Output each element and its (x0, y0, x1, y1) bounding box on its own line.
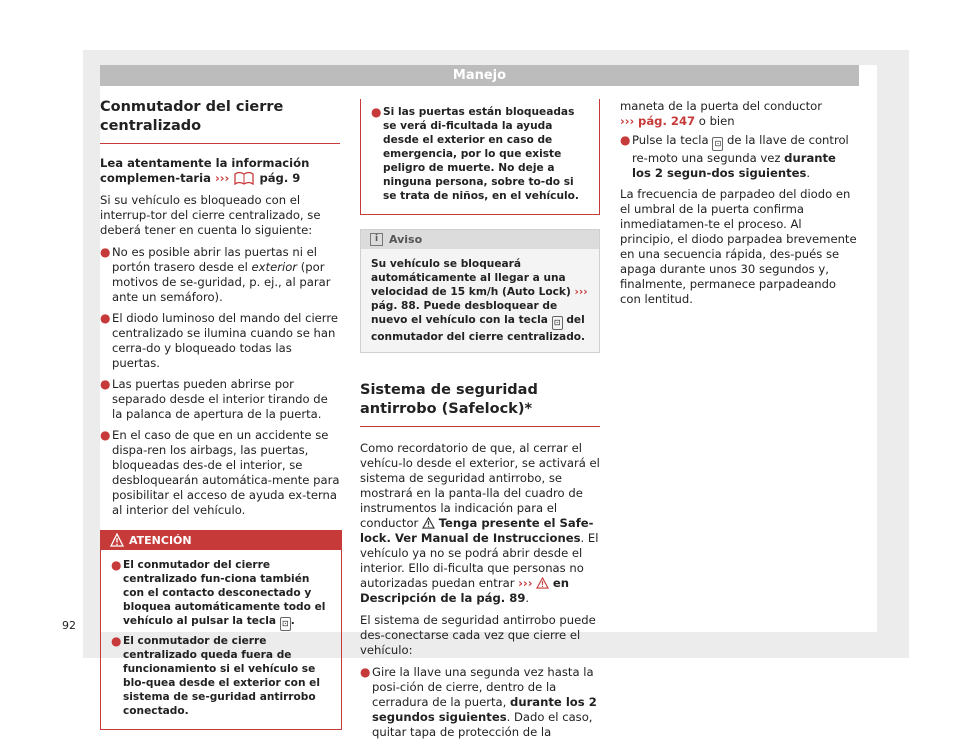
lock-key-icon: ⊡ (712, 137, 723, 151)
page-247-link[interactable]: pág. 247 (638, 114, 696, 128)
warning-triangle-icon (110, 533, 124, 547)
list-item: ● El diodo luminoso del mando del cierre centralizado se ilumina cuando se han cerra-do y bloqueado todas las puertas. (100, 311, 339, 370)
list-item: ● Pulse la tecla ⊡ de la llave de control re-moto una segunda vez durante los 2 segun-dos siguientes. (620, 133, 849, 180)
info-icon: i (370, 233, 383, 246)
list-item: ● Si las puertas están bloqueadas se verá di-ficultada la ayuda desde el exterior en caso de emergencia, por lo que existe peligro de muerte. No deje a ninguna persona, sobre to-do si se trata de niños, en el vehículo. (371, 105, 579, 202)
list-item: ● El conmutador del cierre centralizado fun-ciona también con el contacto desconectado y bloquea automáticamente todo el vehículo al pulsar la tecla ⊡ . (111, 558, 331, 631)
bullet-dot: ● (111, 558, 122, 572)
notice-body: Su vehículo se bloqueará automáticamente al llegar a una velocidad de 15 km/h (Auto Lock) ››› pág. 88. Puede desbloquear de nuevo el vehículo con la tecla ⊡ del conmutador del cierre centralizado. (361, 249, 599, 352)
bullet-dot: ● (100, 428, 111, 442)
warning-header: ATENCIÓN (101, 531, 341, 550)
list-item: ● Gire la llave una segunda vez hasta la posi-ción de cierre, dentro de la cerradura de la puerta, durante los 2 segundos siguientes. Dado el caso, quitar tapa de protección de la (360, 665, 597, 739)
intro-paragraph: Si su vehículo es bloqueado con el interrup-tor del cierre centralizado, se deberá tener en cuenta lo siguiente: (100, 193, 321, 237)
blink-paragraph: La frecuencia de parpadeo del diodo en el umbral de la puerta confirma inmediatamen-te el proceso. Al principio, el diodo parpadea brevemente en una secuencia rápida, des-pués se apaga durante unos 30 segundos y, finalmente, permanece parpadeando con lentitud. (620, 187, 857, 306)
bullet-dot: ● (100, 245, 111, 259)
bullet-dot: ● (371, 105, 382, 119)
section-title-central-locking: Conmutador del cierre centralizado (100, 98, 340, 144)
lead-page-link[interactable]: pág. 9 (259, 171, 301, 185)
safelock-paragraph: Como recordatorio de que, al cerrar el vehícu-lo desde el exterior, se activará el sistema de seguridad antirrobo, se mostrará en la panta-lla del cuadro de instrumentos la indicación para el conductor Tenga presente el Safe-lock. Ver Manual de Instrucciones. El vehículo ya no se podrá abrir desde el interior. Ello di-ficulta que personas no autorizadas puedan entrar ››› en Descripción de la pág. 89. (360, 441, 600, 605)
continued-paragraph: maneta de la puerta del conductor ››› pág. 247 o bien (620, 99, 823, 128)
bullet-dot: ● (100, 377, 111, 391)
bullet-dot: ● (620, 133, 631, 147)
bullet-dot: ● (360, 665, 371, 679)
notice-box (360, 229, 600, 353)
warning-triangle-icon (422, 517, 435, 529)
lock-key-icon: ⊡ (280, 617, 291, 631)
lead-paragraph: Lea atentamente la información complemen-taria ››› pág. 9 (100, 156, 310, 185)
list-item: ● Las puertas pueden abrirse por separado desde el interior tirando de la palanca de apertura de la puerta. (100, 377, 328, 421)
warning-triangle-icon (536, 577, 549, 589)
list-item: ● No es posible abrir las puertas ni el portón trasero desde el exterior (por motivos de se-guridad, p. ej., al parar ante un semáforo). (100, 245, 331, 304)
warning-box (100, 530, 342, 730)
reference-arrow: ››› (215, 171, 230, 185)
notice-page-link[interactable]: pág. 88 (371, 300, 416, 312)
column-3 (620, 99, 858, 314)
warning-body (101, 550, 341, 729)
book-icon (233, 171, 255, 185)
column-1 (100, 98, 340, 730)
list-item: ● En el caso de que en un accidente se dispa-ren los airbags, las puertas, bloqueadas des-de el interior, se desbloquearán automática-mente para posibilitar el acceso de ayuda ex-terna al interior del vehículo. (100, 428, 340, 517)
lock-key-icon: ⊡ (552, 316, 563, 330)
safelock-paragraph-2: El sistema de seguridad antirrobo puede des-conectarse cada vez que cierre el vehículo: (360, 613, 596, 657)
bullet-dot: ● (100, 311, 111, 325)
column-2 (360, 99, 600, 746)
bullet-dot: ● (111, 634, 122, 648)
list-item: ● El conmutador de cierre centralizado queda fuera de funcionamiento si el vehículo se blo-quea desde el exterior con el sistema de se-guridad antirrobo conectado. (111, 634, 320, 717)
safelock-page-link[interactable]: en Descripción de la pág. 89 (360, 576, 569, 605)
page-number: 92 (62, 619, 76, 632)
warning-box-continued (360, 99, 600, 215)
notice-header: i Aviso (361, 230, 599, 249)
section-title-safelock: Sistema de seguridad antirrobo (Safelock)* (360, 381, 600, 427)
page-header: Manejo (100, 65, 859, 86)
